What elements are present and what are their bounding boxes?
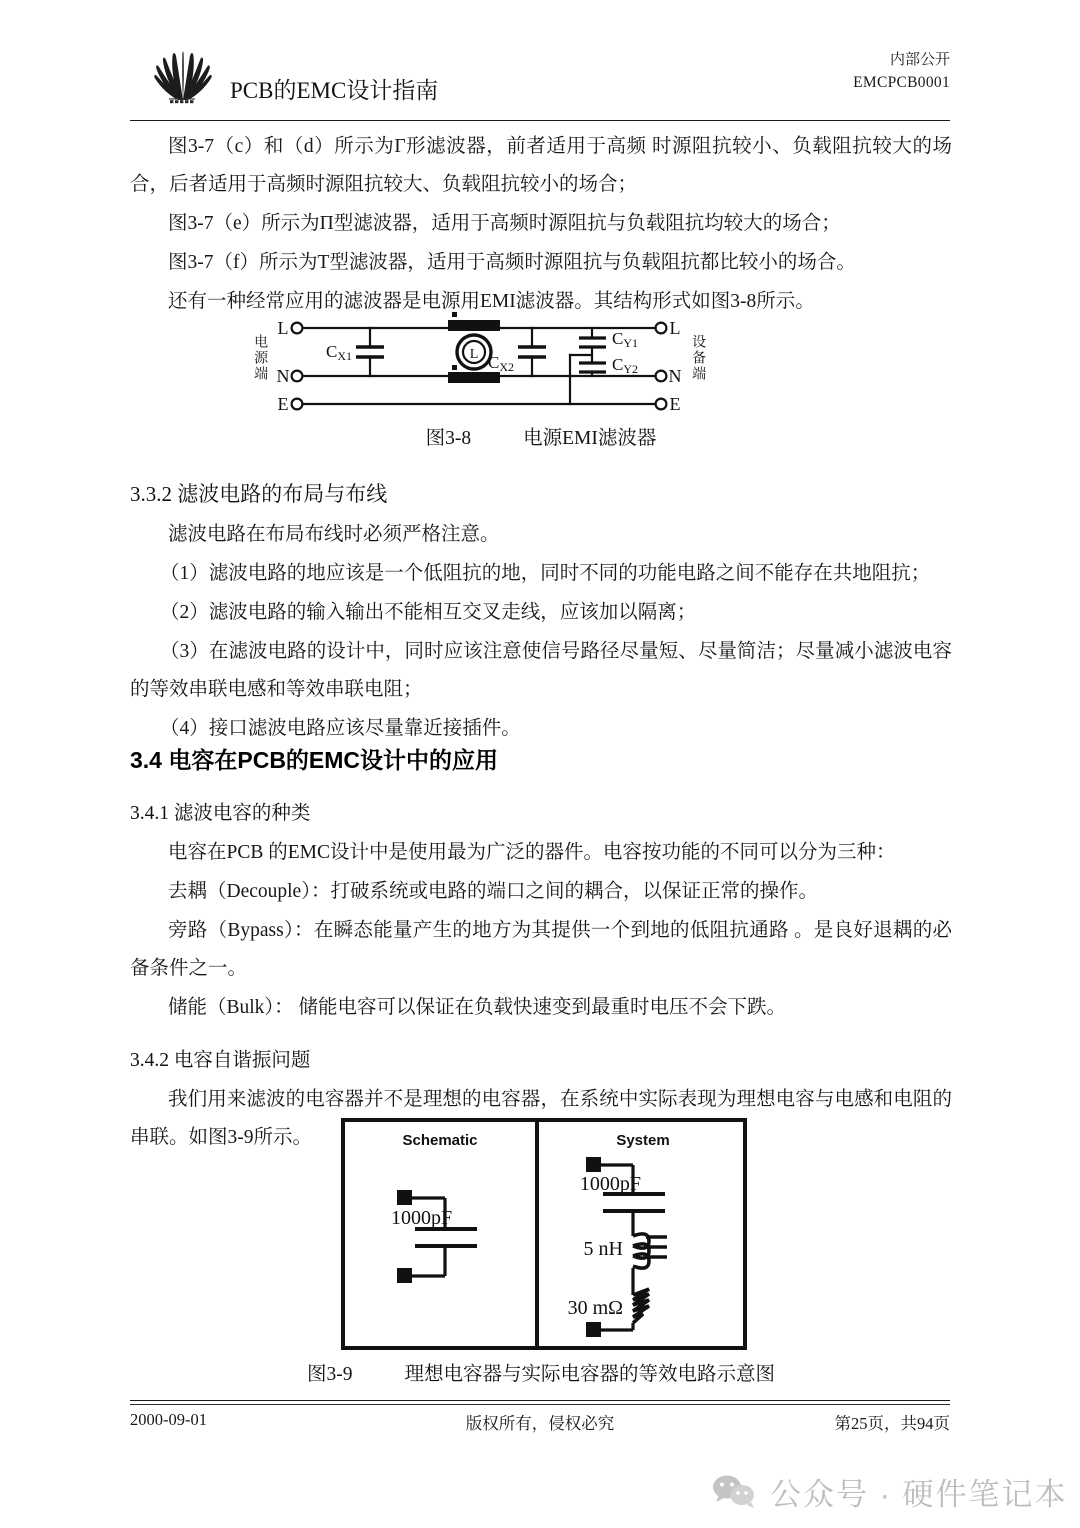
paragraph-2: 图3-7（e）所示为Π型滤波器，适用于高频时源阻抗与负载阻抗均较大的场合； (168, 213, 841, 234)
terminal-label-left-N: N (276, 366, 290, 386)
label-cx1: CX1 (325, 342, 352, 363)
choke-winding-top (448, 320, 500, 331)
brand-watermark (712, 1468, 1068, 1514)
figure-39-caption-text: 理想电容器与实际电容器的等效电路示意图 (404, 1364, 775, 1385)
terminal-label-right-N: N (668, 366, 682, 386)
polarity-dot-top (452, 312, 457, 317)
capacitor-cy1-plates (579, 338, 606, 347)
terminal-label-left-L: L (277, 318, 289, 338)
choke-label: L (469, 347, 479, 362)
heading-3-4: 3.4 电容在PCB的EMC设计中的应用 (130, 747, 499, 773)
system-node-bottom (586, 1322, 601, 1337)
huawei-fan-logo (152, 48, 214, 104)
label-cx2: CX2 (487, 353, 514, 374)
capacitor-cy2-plates (579, 363, 606, 372)
paragraph-7: 去耦（Decouple）：打破系统或电路的端口之间的耦合，以保证正常的操作。 (168, 881, 818, 902)
paragraph-6: 电容在PCB 的EMC设计中是使用最为广泛的器件。电容按功能的不同可以分为三种： (168, 842, 896, 863)
terminal-label-right-E: E (669, 394, 681, 414)
choke-winding-bottom (448, 372, 500, 383)
terminal-right-E (656, 399, 667, 410)
terminal-right-N (656, 371, 667, 382)
paragraph-1: 图3-7（c）和（d）所示为Γ形滤波器，前者适用于高频 时源阻抗较小、负载阻抗较大的场合，后者适用于高频时源阻抗较大、负载阻抗较小的场合； (130, 136, 952, 195)
footer-divider-thick (130, 1400, 950, 1401)
heading-3-4-2: 3.4.2 电容自谐振问题 (130, 1050, 311, 1071)
section-3-3-2 (130, 462, 952, 749)
footer-page-info: 第25页，共94页 (834, 1414, 950, 1433)
paragraph-8: 旁路（Bypass）：在瞬态能量产生的地方为其提供一个到地的低阻抗通路 。是良好退耦的必备条件之一。 (130, 920, 952, 979)
figure-38-caption-text: 电源EMI滤波器 (523, 428, 657, 449)
figure-38-right-side-label: 设备端 (690, 334, 706, 382)
schematic-node-bottom (397, 1268, 412, 1283)
list-item-1: （1）滤波电路的地应该是一个低阻抗的地，同时不同的功能电路之间不能存在共地阻抗； (160, 563, 931, 584)
figure-38-caption-number: 图3-8 (425, 428, 472, 449)
terminal-label-right-L: L (669, 318, 681, 338)
brand-text: 公众号 · 硬件笔记本 (770, 1476, 1068, 1512)
paragraph-3: 图3-7（f）所示为T型滤波器，适用于高频时源阻抗与负载阻抗都比较小的场合。 (168, 252, 856, 273)
schematic-capacitor-value: 1000pF (391, 1207, 453, 1229)
figure-38-left-side-label: 电源端 (252, 334, 268, 382)
list-item-2: （2）滤波电路的输入输出不能相互交叉走线，应该加以隔离； (160, 602, 697, 623)
footer-divider-thin (130, 1404, 950, 1405)
page-footer (130, 1410, 950, 1436)
document-title: PCB的EMC设计指南 (230, 78, 439, 103)
figure-3-9-capacitor-model (341, 1118, 747, 1350)
document-number: EMCPCB0001 (853, 73, 950, 91)
label-cy2: CY2 (612, 355, 639, 376)
label-cy1: CY1 (612, 329, 639, 350)
paragraph-4: 还有一种经常应用的滤波器是电源用EMI滤波器。其结构形式如图3-8所示。 (168, 291, 815, 312)
terminal-right-L (656, 323, 667, 334)
terminal-left-E (292, 399, 303, 410)
wechat-icon (712, 1474, 756, 1508)
paragraph-9: 储能（Bulk）： 储能电容可以保证在负载快速变到最重时电压不会下跌。 (168, 997, 787, 1018)
system-resistor-value: 30 mΩ (567, 1297, 623, 1319)
panel-title-schematic: Schematic (402, 1132, 478, 1149)
footer-copyright: 版权所有，侵权必究 (465, 1414, 615, 1433)
paragraph-5: 滤波电路在布局布线时必须严格注意。 (168, 524, 500, 545)
terminal-left-N (292, 371, 303, 382)
system-node-top (586, 1157, 601, 1172)
figure-39-caption-number: 图3-9 (306, 1364, 353, 1385)
paragraph-10: 我们用来滤波的电容器并不是理想的电容器，在系统中实际表现为理想电容与电感和电阻的串联。如图3-9所示。 (130, 1089, 952, 1148)
schematic-node-top (397, 1190, 412, 1205)
heading-3-3-2: 3.3.2 滤波电路的布局与布线 (130, 482, 388, 506)
capacitor-cx1-plates (356, 347, 384, 357)
polarity-dot-bottom (452, 365, 457, 370)
heading-3-4-1: 3.4.1 滤波电容的种类 (130, 803, 311, 824)
terminal-left-L (292, 323, 303, 334)
list-item-4: （4）接口滤波电路应该尽量靠近接插件。 (160, 718, 521, 739)
page-header (130, 48, 950, 114)
system-inductor-value: 5 nH (583, 1238, 623, 1260)
terminal-label-left-E: E (277, 394, 289, 414)
header-meta (853, 50, 950, 94)
system-capacitor-value: 1000pF (579, 1173, 641, 1195)
footer-date: 2000-09-01 (130, 1410, 207, 1429)
body-content (130, 128, 952, 322)
list-item-3: （3）在滤波电路的设计中，同时应该注意使信号路径尽量短、尽量简洁；尽量减小滤波电容的等效串联电感和等效串联电阻； (130, 641, 952, 700)
panel-title-system: System (616, 1132, 670, 1149)
header-divider (130, 120, 950, 121)
classification-label: 内部公开 (889, 52, 950, 68)
capacitor-cx2-plates (518, 347, 546, 357)
figure-3-8-caption (130, 422, 952, 456)
figure-3-8-emi-filter (252, 310, 708, 422)
section-3-4 (130, 718, 952, 1158)
figure-3-9-caption (130, 1358, 952, 1392)
